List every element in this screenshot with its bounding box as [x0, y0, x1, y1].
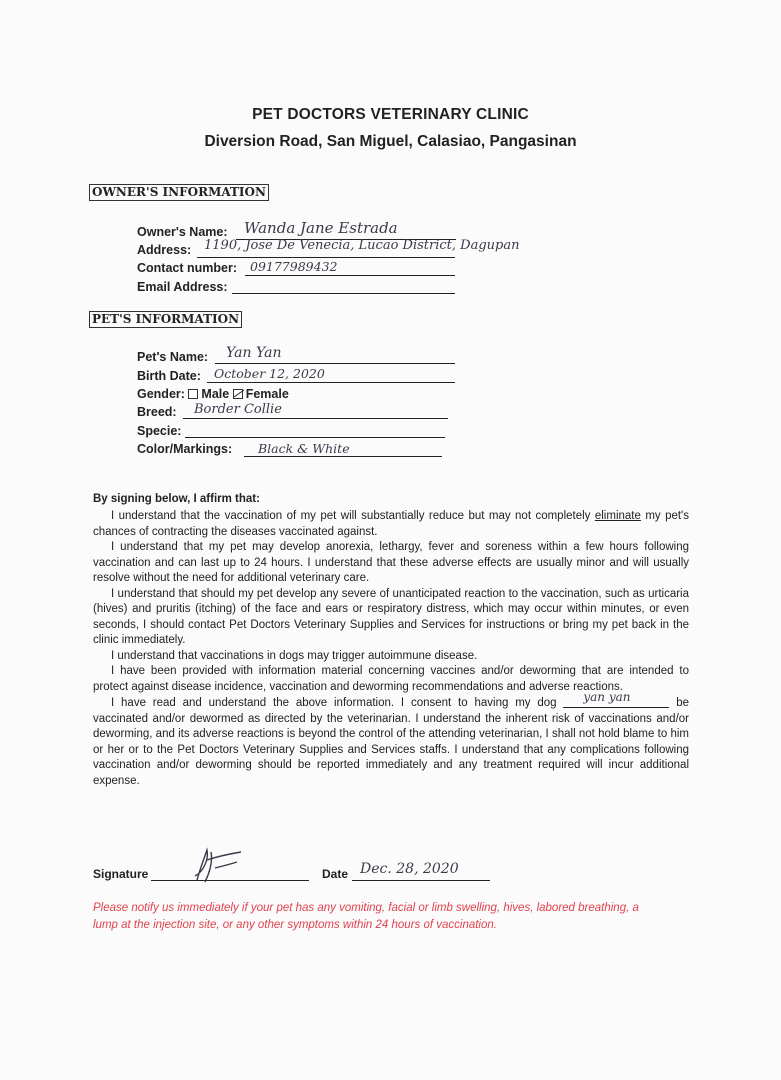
dog-name-blank	[563, 690, 669, 708]
date-value: Dec. 28, 2020	[360, 861, 459, 877]
date-line	[352, 880, 490, 881]
signature-label: Signature	[93, 867, 149, 881]
pet-name-label: Pet's Name:	[137, 350, 209, 364]
owner-name-value: Wanda Jane Estrada	[244, 219, 398, 237]
gender-label: Gender:	[137, 387, 185, 401]
breed-line	[183, 418, 448, 419]
owner-address-value: 1190, Jose De Venecia, Lucao District, Dagupan	[204, 238, 520, 253]
owner-email-label: Email Address:	[137, 280, 228, 294]
owner-contact-label: Contact number:	[137, 261, 237, 275]
gender-male-checkbox[interactable]	[188, 389, 198, 399]
gender-row	[137, 387, 289, 401]
color-markings-value: Black & White	[258, 441, 350, 456]
owner-contact-value: 09177989432	[250, 259, 338, 274]
affirmation-paragraph-3: I understand that should my pet develop any severe of unanticipated reaction to the vaccination, such as urticaria (hives) and pruritis (itching) of the face and ears or respiratory distress, which may occur within minutes, or even seconds, I should contact Pet Doctors Veterinary Supplies and Services for instructions or bring my pet back in the clinic immediately.	[93, 587, 689, 646]
gender-female-label: Female	[245, 387, 289, 401]
breed-value: Border Collie	[194, 402, 282, 417]
color-markings-label: Color/Markings:	[137, 442, 233, 456]
gender-female-checkbox[interactable]	[233, 389, 243, 399]
owner-address-label: Address:	[137, 243, 192, 257]
clinic-address: Diversion Road, San Miguel, Calasiao, Pangasinan	[204, 133, 577, 150]
signature-mark	[185, 846, 245, 886]
owner-name-label: Owner's Name:	[137, 225, 228, 239]
breed-label: Breed:	[137, 405, 177, 419]
owner-email-line	[232, 293, 455, 294]
birth-date-value: October 12, 2020	[214, 366, 325, 381]
birth-date-line	[207, 382, 455, 383]
specie-line	[185, 437, 445, 438]
affirmation-heading: By signing below, I affirm that:	[93, 493, 260, 505]
specie-label: Specie:	[137, 424, 182, 438]
affirmation-body	[93, 509, 689, 789]
date-label: Date	[322, 867, 349, 881]
color-markings-line	[244, 456, 442, 457]
dog-name-value: yan yan	[583, 690, 631, 704]
owner-section-label: OWNER'S INFORMATION	[89, 184, 269, 201]
pet-name-value: Yan Yan	[226, 345, 282, 361]
affirmation-paragraph-2: I understand that my pet may develop anorexia, lethargy, fever and soreness within a few hours following vaccination and can last up to 24 hours. I understand that these adverse effects are usually minor and will usually resolve without the need for additional veterinary care.	[93, 541, 689, 584]
clinic-name: PET DOCTORS VETERINARY CLINIC	[252, 106, 529, 123]
notice-text: Please notify us immediately if your pet has any vomiting, facial or limb swelling, hives, labored breathing, a lump at the injection site, or any other symptoms within 24 hours of vaccination.	[93, 902, 639, 931]
owner-contact-line	[245, 275, 455, 276]
affirmation-paragraph-5: I have been provided with information material concerning vaccines and/or deworming that are intended to protect against disease incidence, vaccination and deworming recommendations and adverse reactions.	[93, 665, 689, 693]
pet-name-line	[215, 363, 455, 364]
affirmation-paragraph-4: I understand that vaccinations in dogs may trigger autoimmune disease.	[111, 649, 478, 662]
pet-section-label: PET'S INFORMATION	[89, 311, 242, 328]
birth-date-label: Birth Date:	[137, 369, 201, 383]
gender-male-label: Male	[201, 387, 230, 401]
affirmation-paragraph-6: I have read and understand the above information. I consent to having my dog yan yan be vaccinated and/or dewormed as directed by the veterinarian. I understand the inherent risk of vaccinations and/or deworming, and its adverse reactions is beyond the control of the attending veterinarian, I shall not hold blame to him or her or to the Pet Doctors Veterinary Supplies and Services staffs. I understand that any complications following vaccination and/or deworming should be reported immediately and any treatment required will incur additional expense.	[93, 690, 689, 787]
owner-address-line	[197, 257, 455, 258]
underlined-word: eliminate	[594, 510, 641, 522]
affirmation-paragraph-1: I understand that the vaccination of my pet will substantially reduce but may not completely eliminate my pet's chances of contracting the diseases vaccinated against.	[93, 510, 690, 538]
